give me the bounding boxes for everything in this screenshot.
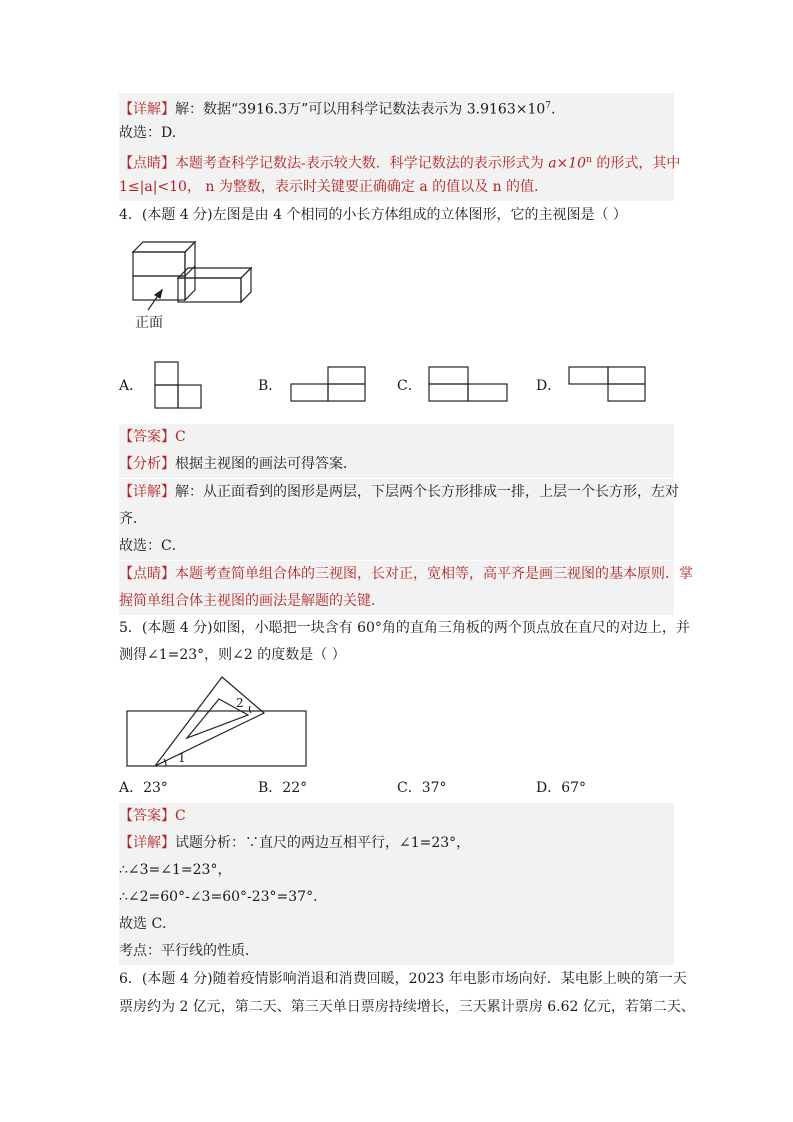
q5-stem-line1: 5．(本题 4 分)如图，小聪把一块含有 60°角的直角三角板的两个顶点放在直尺的对边上，并 [119,620,690,636]
option-d-figure [568,366,650,404]
option-d-label: D． [536,378,562,394]
q4-detail-line2: 齐． [119,506,674,533]
highlight-text: 本题考查简单组合体的三视图，长对正，宽相等，高平齐是画三视图的基本原则．掌 [175,566,693,582]
q5-kaodian: 考点：平行线的性质． [119,938,674,965]
analysis-text: 根据主视图的画法可得答案． [175,456,357,472]
detail-exponent: 7 [545,101,552,111]
q5-answer [119,803,674,830]
angle-2-label: 2 [236,696,244,710]
q3-highlight-line1 [119,147,681,174]
answer-tag: 【答案】 [119,808,175,824]
highlight-tag: 【点睛】 [119,155,175,172]
ruler [127,711,306,766]
highlight-exponent: n [586,155,592,165]
option-a-label: A． [119,378,144,394]
q5-detail-line1 [119,830,674,857]
q4-conclusion: 故选：C． [119,533,674,560]
q6-stem-line1: 6．(本题 4 分)随着疫情影响消退和消费回暖，2023 年电影市场向好．某电影上映的第一天 [119,971,687,987]
detail-text: 解：数据“3916.3万”可以用科学记数法表示为 3.9163×10 [175,101,546,118]
analysis-tag: 【分析】 [119,456,175,472]
angle-1-label: 1 [178,751,186,765]
highlight-text: 本题考查科学记数法-表示较大数．科学记数法的表示形式为 [175,155,549,172]
option-c-label: C． [397,378,422,394]
q4-analysis [119,451,674,478]
answer-value: C [175,808,186,824]
q5-option-d: D．67° [536,780,587,796]
option-c-figure [428,366,510,404]
highlight-text-end: 的形式，其中 [591,155,681,172]
detail-tag: 【详解】 [119,101,175,118]
answer-value: C [175,429,186,445]
q5-option-a: A．23° [119,780,168,796]
option-a-figure [154,361,204,409]
answer-tag: 【答案】 [119,429,175,445]
option-b-label: B． [258,378,283,394]
q3-detail-line [119,93,674,120]
front-label: 正面 [135,315,163,331]
highlight-math: a×10 [548,155,587,172]
q5-option-b: B．22° [258,780,308,796]
q5-stem-line2: 测得∠1=23°，则∠2 的度数是（ ） [119,647,346,663]
detail-text-end: . [551,101,556,118]
q5-option-c: C．37° [397,780,447,796]
option-b-figure [290,366,370,404]
q4-highlight-line1 [119,561,693,588]
q5-detail-line2: ∴∠3=∠1=23°， [119,857,674,884]
detail-text: 解：从正面看到的图形是两层，下层两个长方形排成一排，上层一个长方形，左对 [175,484,679,500]
q4-detail-line1 [119,479,679,506]
detail-tag: 【详解】 [119,484,175,500]
highlight-tag: 【点睛】 [119,566,175,582]
q3-conclusion: 故选：D. [119,120,674,147]
q6-stem-line2: 票房约为 2 亿元，第二天、第三天单日票房持续增长，三天累计票房 6.62 亿元，若第二天、 [119,999,695,1015]
q4-highlight-line2: 握简单组合体主视图的画法是解题的关键． [119,588,674,615]
q4-answer [119,424,674,451]
triangle-outer [155,677,264,766]
detail-tag: 【详解】 [119,835,175,851]
q4-stem: 4．(本题 4 分)左图是由 4 个相同的小长方体组成的立体图形，它的主视图是（ ） [119,207,627,223]
detail-text: 试题分析：∵直尺的两边互相平行，∠1=23°， [175,835,471,851]
q3-highlight-line2: 1≤|a|<10， n 为整数，表示时关键要正确确定 a 的值以及 n 的值. [119,174,674,201]
q5-ruler-triangle-figure [120,673,320,773]
q5-detail-line3: ∴∠2=60°-∠3=60°-23°=37°． [119,884,674,911]
q5-conclusion: 故选 C． [119,911,674,938]
